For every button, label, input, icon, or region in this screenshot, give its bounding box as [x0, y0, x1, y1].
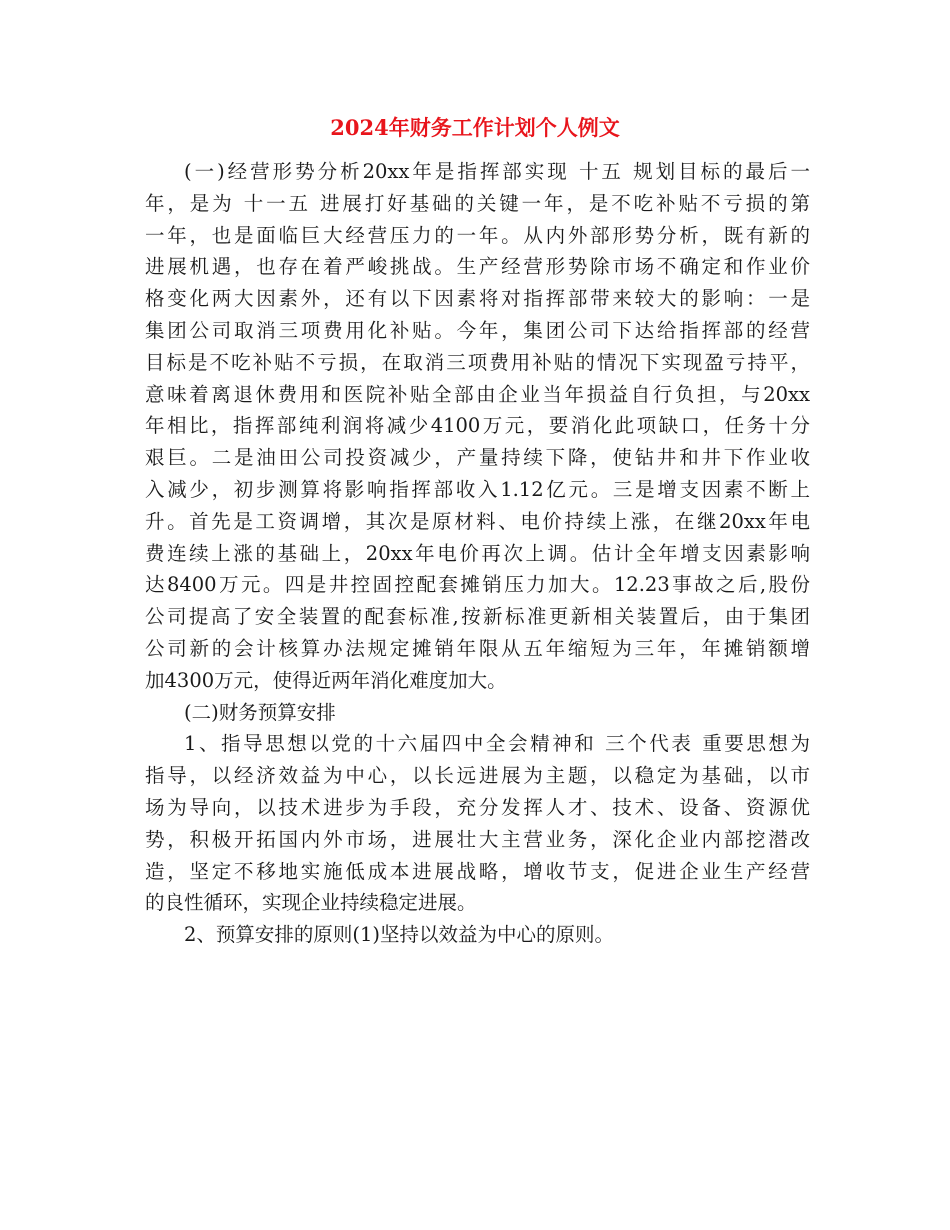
- text-line: 1、指导思想以党的十六届四中全会精神和 三个代表 重要思想为: [184, 732, 810, 756]
- text-line: 的良性循环，实现企业持续稳定进展。: [145, 891, 477, 915]
- text-line: 加4300万元，使得近两年消化难度加大。: [145, 668, 507, 692]
- text-line: 年相比，指挥部纯利润将减少4100万元，要消化此项缺口，任务十分: [145, 414, 810, 438]
- text-line: (一)经营形势分析20xx年是指挥部实现 十五 规划目标的最后一: [184, 160, 810, 183]
- text-line: 入减少，初步测算将影响指挥部收入1.12亿元。三是增支因素不断上: [145, 477, 810, 501]
- text-line: 达8400万元。四是井控固控配套摊销压力加大。12.23事故之后,股份: [145, 573, 810, 597]
- text-line: 目标是不吃补贴不亏损，在取消三项费用补贴的情况下实现盈亏持平，: [145, 350, 810, 374]
- text-line: 升。首先是工资调增，其次是原材料、电价持续上涨，在继20xx年电: [145, 509, 810, 533]
- text-line: 艰巨。二是油田公司投资减少，产量持续下降，使钻井和井下作业收: [145, 446, 810, 470]
- paragraph-guiding-ideology: [145, 728, 810, 919]
- text-line: 公司提高了安全装置的配套标准,按新标准更新相关装置后，由于集团: [145, 605, 810, 629]
- text-line: 公司新的会计核算办法规定摊销年限从五年缩短为三年，年摊销额增: [145, 636, 810, 660]
- text-line: 一年，也是面临巨大经营压力的一年。从内外部形势分析，既有新的: [145, 223, 810, 247]
- document-body: [145, 156, 810, 951]
- text-line: 格变化两大因素外，还有以下因素将对指挥部带来较大的影响：一是: [145, 287, 810, 311]
- paragraph-budget-heading: [145, 697, 810, 729]
- paragraph-business-analysis: [145, 156, 810, 697]
- text-line: 势，积极开拓国内外市场，进展壮大主营业务，深化企业内部挖潜改: [145, 827, 810, 851]
- text-line: 2、预算安排的原则(1)坚持以效益为中心的原则。: [184, 923, 615, 947]
- text-line: 年，是为 十一五 进展打好基础的关键一年，是不吃补贴不亏损的第: [145, 191, 810, 215]
- text-line: 造，坚定不移地实施低成本进展战略，增收节支，促进企业生产经营: [145, 859, 810, 883]
- paragraph-budget-principles: [145, 919, 810, 951]
- text-line: 指导，以经济效益为中心，以长远进展为主题，以稳定为基础，以市: [145, 764, 810, 788]
- section-heading: (二)财务预算安排: [184, 700, 336, 724]
- text-line: 费连续上涨的基础上，20xx年电价再次上调。估计全年增支因素影响: [145, 541, 810, 565]
- document-title: 2024年财务工作计划个人例文: [330, 115, 620, 140]
- text-line: 进展机遇，也存在着严峻挑战。生产经营形势除市场不确定和作业价: [145, 255, 810, 279]
- text-line: 集团公司取消三项费用化补贴。今年，集团公司下达给指挥部的经营: [145, 318, 810, 342]
- text-line: 意味着离退休费用和医院补贴全部由企业当年损益自行负担，与20xx: [145, 382, 810, 406]
- text-line: 场为导向，以技术进步为手段，充分发挥人才、技术、设备、资源优: [145, 795, 810, 819]
